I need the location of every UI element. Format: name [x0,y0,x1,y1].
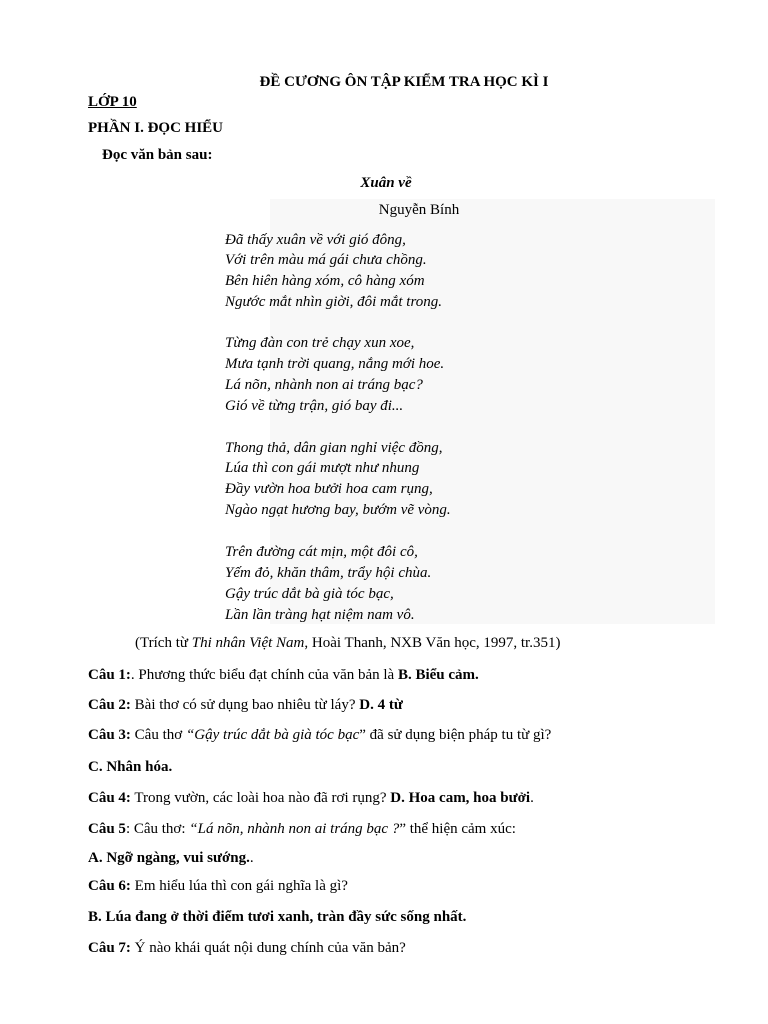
answer-3: C. Nhân hóa. [88,759,173,775]
answer-4: D. Hoa cam, hoa bưởi [390,790,531,806]
poem-line: Đã thấy xuân về với gió đông, [225,232,406,248]
poem-author: Nguyễn Bính [378,202,460,218]
poem-line: Lúa thì con gái mượt như nhung [225,460,420,476]
question-3: Câu 3: Câu thơ “Gậy trúc dắt bà già tóc bạc” đã sử dụng biện pháp tu từ gì? [88,727,552,743]
reading-instruction: Đọc văn bản sau: [102,147,213,163]
part-heading: PHẦN I. ĐỌC HIỂU [88,120,224,136]
question-2: Câu 2: Bài thơ có sử dụng bao nhiêu từ láy? D. 4 từ [88,697,403,713]
question-1: Câu 1:. Phương thức biểu đạt chính của văn bản là B. Biểu cảm. [88,667,479,683]
question-6: Câu 6: Em hiểu lúa thì con gái nghĩa là gì? [88,878,348,894]
poem-line: Ngào ngạt hương bay, bướm vẽ vòng. [225,502,451,518]
answer-5: A. Ngỡ ngàng, vui sướng.. [88,850,254,866]
question-7: Câu 7: Ý nào khái quát nội dung chính của văn bản? [88,940,406,956]
poem-line: Yếm đỏ, khăn thâm, trẩy hội chùa. [225,565,432,581]
document-title: ĐỀ CƯƠNG ÔN TẬP KIỂM TRA HỌC KÌ I [259,74,549,90]
question-5: Câu 5: Câu thơ: “Lá nõn, nhành non ai tráng bạc ?” thể hiện cảm xúc: [88,821,516,837]
answer-2: D. 4 từ [359,697,403,713]
grade-heading: LỚP 10 [88,94,137,110]
poem-line: Thong thả, dân gian nghỉ việc đồng, [225,440,443,456]
poem-line: Trên đường cát mịn, một đôi cô, [225,544,418,560]
question-4: Câu 4: Trong vườn, các loài hoa nào đã rơi rụng? D. Hoa cam, hoa bưởi. [88,790,534,806]
poem-title: Xuân về [360,175,412,191]
poem-line: Mưa tạnh trời quang, nắng mới hoe. [225,356,445,372]
source-book-title: Thi nhân Việt Nam [191,635,305,651]
poem-source: (Trích từ Thi nhân Việt Nam, Hoài Thanh, NXB Văn học, 1997, tr.351) [135,635,561,651]
poem-line: Lần lần tràng hạt niệm nam vô. [225,607,415,623]
answer-1: B. Biểu cảm. [397,667,479,683]
poem-line: Ngước mắt nhìn giời, đôi mắt trong. [225,294,442,310]
poem-line: Với trên màu má gái chưa chồng. [225,252,427,268]
poem-line: Bên hiên hàng xóm, cô hàng xóm [225,273,425,289]
poem-line: Từng đàn con trẻ chạy xun xoe, [225,335,415,351]
poem-line: Lá nõn, nhành non ai tráng bạc? [225,377,423,393]
poem-line: Gậy trúc dắt bà già tóc bạc, [225,586,394,602]
poem-line: Gió về từng trận, gió bay đi... [225,398,404,414]
poem-line: Đầy vườn hoa bưởi hoa cam rụng, [225,481,433,497]
answer-6: B. Lúa đang ở thời điểm tươi xanh, tràn đầy sức sống nhất. [88,909,467,925]
